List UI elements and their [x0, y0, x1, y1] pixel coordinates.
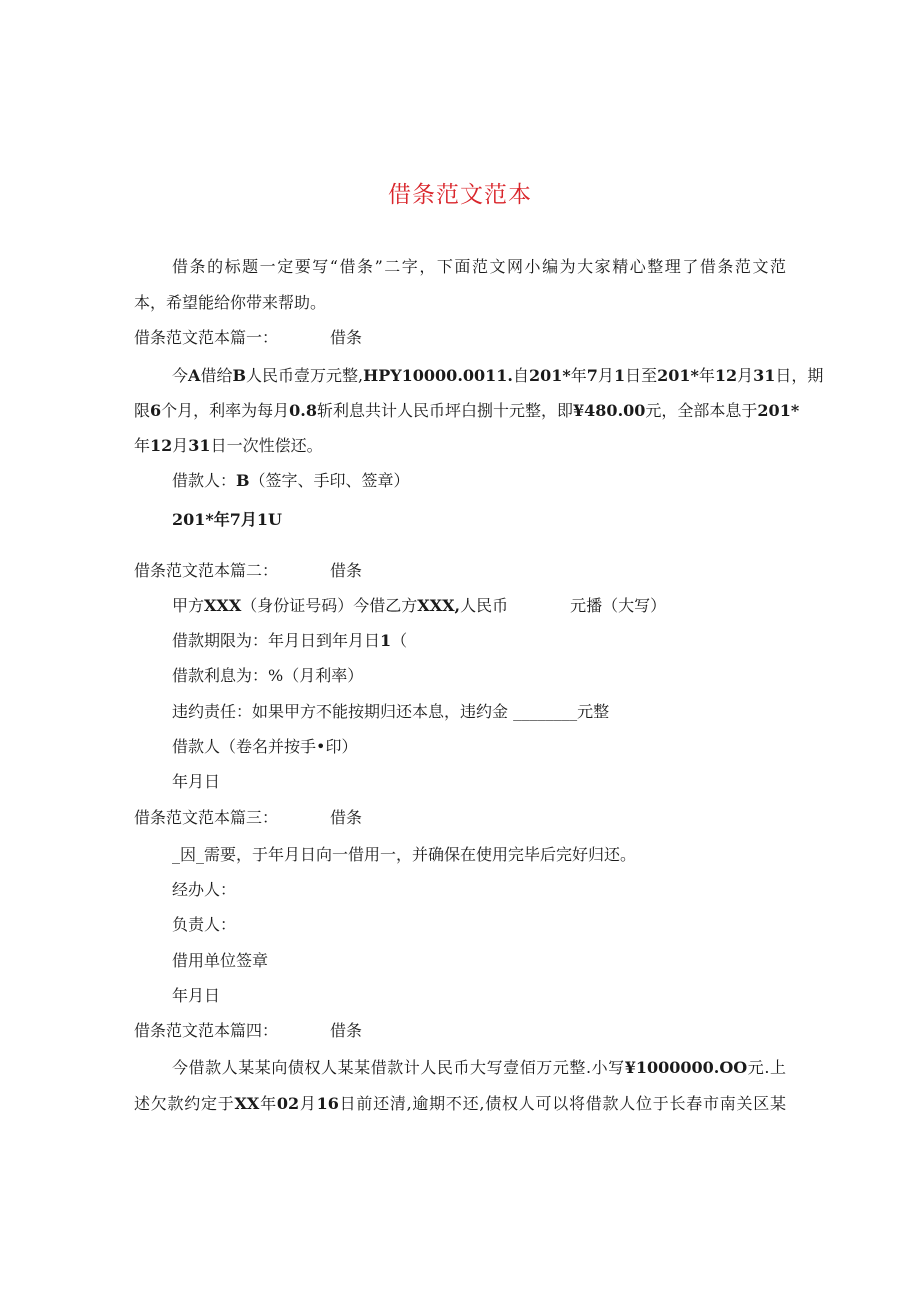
s1-text: 日一次性偿还。	[210, 436, 323, 455]
s1-rate: 0.8	[289, 401, 318, 420]
s1-signer-name: B	[236, 471, 250, 490]
s1-text: 月	[172, 436, 189, 455]
s4-text: 日前还清,逾期不还,债权人可以将借款人位于长春市南关区某	[338, 1094, 786, 1113]
s1-text: 斩利息共计人民币坪白捌十元整，即	[317, 401, 574, 420]
s2-text: 元播（大写）	[570, 596, 667, 615]
section-3-title: 借条范文范本篇三：	[134, 808, 279, 827]
s2-text: 人民币	[460, 596, 509, 615]
s1-day: 31	[188, 436, 211, 455]
s1-text: 今	[172, 366, 189, 385]
section-2-heading	[134, 561, 362, 581]
s1-text: 年	[134, 436, 151, 455]
section-3-line-4: 借用单位签章	[172, 951, 269, 970]
s2-text: 借款期限为：年月日到年月日	[172, 631, 381, 650]
s4-text: 年	[259, 1094, 277, 1113]
s1-month: 12	[714, 366, 738, 385]
s1-day: 1	[613, 366, 626, 385]
section-2-line-1	[172, 596, 666, 616]
s2-text: （身份证号码）今借乙方	[241, 596, 418, 615]
s1-text: 限	[134, 401, 151, 420]
section-4-paragraph-line-1	[172, 1058, 786, 1078]
s1-text: 年	[698, 366, 715, 385]
s4-day: 16	[316, 1094, 339, 1113]
section-4-heading	[134, 1021, 362, 1041]
section-2-line-6: 年月日	[172, 772, 221, 791]
s1-text: 日，期	[775, 366, 824, 385]
s1-text: 月	[597, 366, 614, 385]
s4-year: XX	[234, 1094, 260, 1113]
s1-text: 月	[737, 366, 754, 385]
s1-text: 人民币壹万元整,	[245, 366, 364, 385]
section-3-line-2: 经办人：	[172, 880, 237, 899]
s1-month: 7	[586, 366, 598, 385]
s1-text: 元，全部本息于	[645, 401, 758, 420]
s1-signer-label: 借款人：	[172, 471, 237, 490]
s1-text: 借给	[200, 366, 233, 385]
s1-text: 自	[512, 366, 529, 385]
s1-interest: ¥480.00	[573, 401, 646, 420]
s1-months: 6	[150, 401, 162, 420]
s1-signer-note: （签字、手印、签章）	[249, 471, 410, 490]
section-1-paragraph-line-2	[134, 401, 800, 421]
section-1-paragraph-line-1	[172, 366, 824, 386]
s1-month: 12	[150, 436, 173, 455]
section-2-line-4: 违约责任：如果甲方不能按期归还本息，违约金 ________元整	[172, 702, 610, 721]
s1-text: 日至	[625, 366, 658, 385]
section-1-subtitle: 借条	[330, 328, 363, 347]
s1-party-b: B	[232, 366, 246, 385]
section-3-line-3: 负责人：	[172, 915, 237, 934]
section-2-title: 借条范文范本篇二：	[134, 561, 279, 580]
section-4-title: 借条范文范本篇四：	[134, 1021, 279, 1040]
s4-text: 月	[299, 1094, 317, 1113]
s1-party-a: A	[188, 366, 201, 385]
s1-text: 年	[570, 366, 587, 385]
s1-day: 31	[753, 366, 776, 385]
s2-party-b: XXX,	[417, 596, 461, 615]
s1-amount-code: HPY10000.0011.	[363, 366, 513, 385]
s1-year: 201*	[757, 401, 800, 420]
s2-text: 甲方	[172, 596, 205, 615]
section-2-line-5: 借款人（卷名并按手•印）	[172, 737, 358, 756]
s1-text: 个月，利率为每月	[161, 401, 290, 420]
section-3-subtitle: 借条	[330, 808, 363, 827]
section-1-heading	[134, 328, 362, 348]
section-4-subtitle: 借条	[330, 1021, 363, 1040]
section-3-line-5: 年月日	[172, 986, 221, 1005]
section-2-line-2	[172, 631, 407, 651]
section-1-paragraph-line-3	[134, 436, 323, 456]
s2-party-a: XXX	[204, 596, 242, 615]
section-1-date: 201*年7月1U	[172, 510, 282, 529]
section-1-title: 借条范文范本篇一：	[134, 328, 279, 347]
s4-text: 今借款人某某向债权人某某借款计人民币大写壹佰万元整.小写	[172, 1058, 625, 1077]
section-4-paragraph-line-2	[134, 1094, 786, 1114]
s4-amount: ¥1000000.OO	[624, 1058, 748, 1077]
intro-line-2: 本，希望能给你带来帮助。	[134, 293, 327, 312]
section-3-line-1: _因_需要，于年月日向一借用一，并确保在使用完毕后完好归还。	[172, 845, 637, 864]
s1-year: 201*	[529, 366, 571, 385]
section-2-subtitle: 借条	[330, 561, 363, 580]
section-3-heading	[134, 808, 362, 828]
page-title: 借条范文范本	[388, 182, 532, 208]
s2-text: （	[391, 631, 408, 650]
section-1-signer	[172, 471, 410, 491]
s4-month: 02	[276, 1094, 300, 1113]
s2-num: 1	[380, 631, 392, 650]
s4-text: 元.上	[747, 1058, 786, 1077]
s1-year: 201*	[657, 366, 699, 385]
intro-line-1: 借条的标题一定要写“借条”二字，下面范文网小编为大家精心整理了借条范文范	[172, 257, 786, 276]
section-2-line-3: 借款利息为：%（月利率）	[172, 666, 364, 685]
s4-text: 述欠款约定于	[134, 1094, 235, 1113]
